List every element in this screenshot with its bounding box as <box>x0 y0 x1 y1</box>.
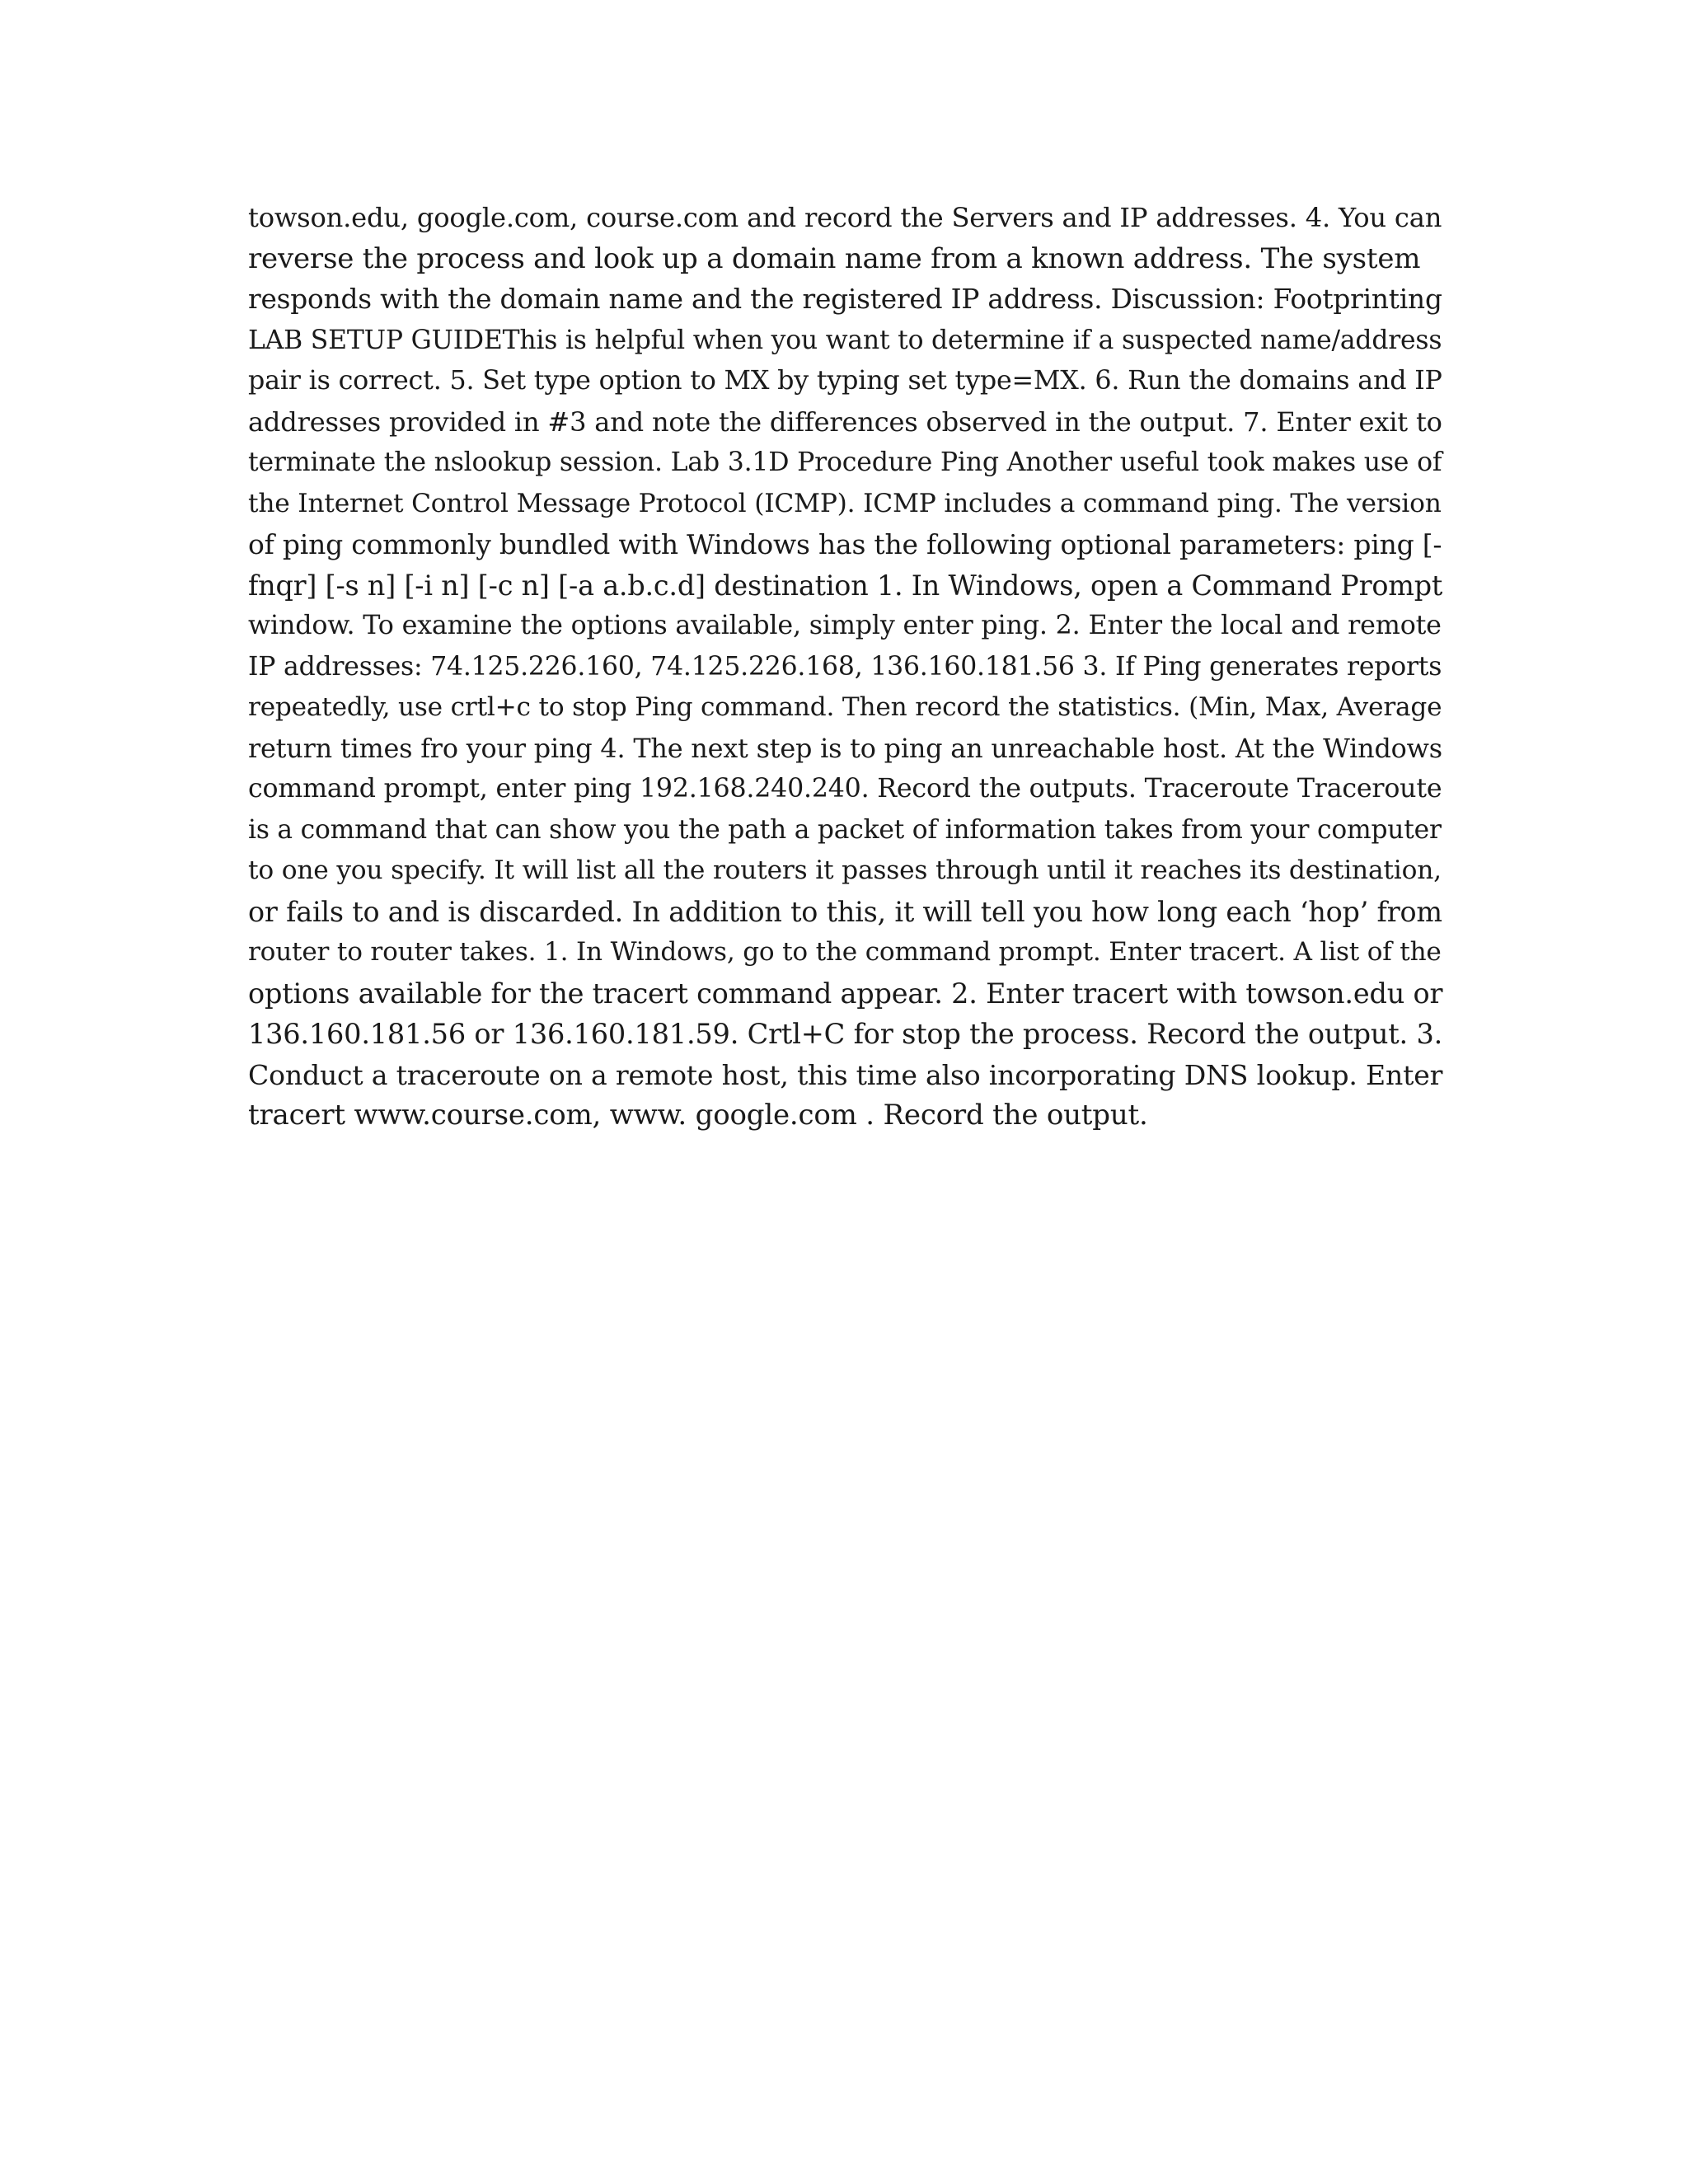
text-line: or fails to and is discarded. In addition to this, it will tell you how long each ‘hop’ from <box>248 895 1442 928</box>
text-line: tracert www.course.com, www. google.com . Record the output. <box>248 1099 1148 1132</box>
text-line: LAB SETUP GUIDEThis is helpful when you want to determine if a suspected name/address <box>248 325 1442 355</box>
text-line: options available for the tracert command appear. 2. Enter tracert with towson.edu or <box>248 977 1443 1010</box>
text-line: the Internet Control Message Protocol (ICMP). ICMP includes a command ping. The version <box>248 488 1442 518</box>
body-text <box>248 198 1443 1137</box>
text-line: responds with the domain name and the registered IP address. Discussion: Footprinting <box>248 284 1442 315</box>
text-line: pair is correct. 5. Set type option to MX by typing set type=MX. 6. Run the domains and IP <box>248 366 1442 396</box>
text-line: return times fro your ping 4. The next step is to ping an unreachable host. At the Windows <box>248 732 1442 764</box>
text-line: to one you specify. It will list all the routers it passes through until it reaches its destination, <box>248 855 1442 885</box>
text-line: command prompt, enter ping 192.168.240.240. Record the outputs. Traceroute Traceroute <box>248 774 1442 804</box>
text-line: reverse the process and look up a domain name from a known address. The system <box>248 241 1421 275</box>
text-line: addresses provided in #3 and note the differences observed in the output. 7. Enter exit to <box>248 405 1442 438</box>
text-line: is a command that can show you the path a packet of information takes from your computer <box>248 814 1442 845</box>
text-line: 136.160.181.56 or 136.160.181.59. Crtl+C for stop the process. Record the output. 3. <box>248 1018 1443 1050</box>
text-line: of ping commonly bundled with Windows has the following optional parameters: ping [- <box>248 528 1442 560</box>
text-line: repeatedly, use crtl+c to stop Ping command. Then record the statistics. (Min, Max, Average <box>248 692 1442 722</box>
text-line: router to router takes. 1. In Windows, go to the command prompt. Enter tracert. A list of the <box>248 937 1442 967</box>
text-line: towson.edu, google.com, course.com and record the Servers and IP addresses. 4. You can <box>248 202 1442 233</box>
text-line: terminate the nslookup session. Lab 3.1D Procedure Ping Another useful took makes use of <box>248 448 1442 477</box>
text-line: IP addresses: 74.125.226.160, 74.125.226.168, 136.160.181.56 3. If Ping generates reports <box>248 651 1442 682</box>
text-line: fnqr] [-s n] [-i n] [-c n] [-a a.b.c.d] destination 1. In Windows, open a Command Prompt <box>248 569 1443 602</box>
text-line: window. To examine the options available, simply enter ping. 2. Enter the local and remote <box>248 611 1442 640</box>
text-line: Conduct a traceroute on a remote host, this time also incorporating DNS lookup. Enter <box>248 1058 1443 1091</box>
